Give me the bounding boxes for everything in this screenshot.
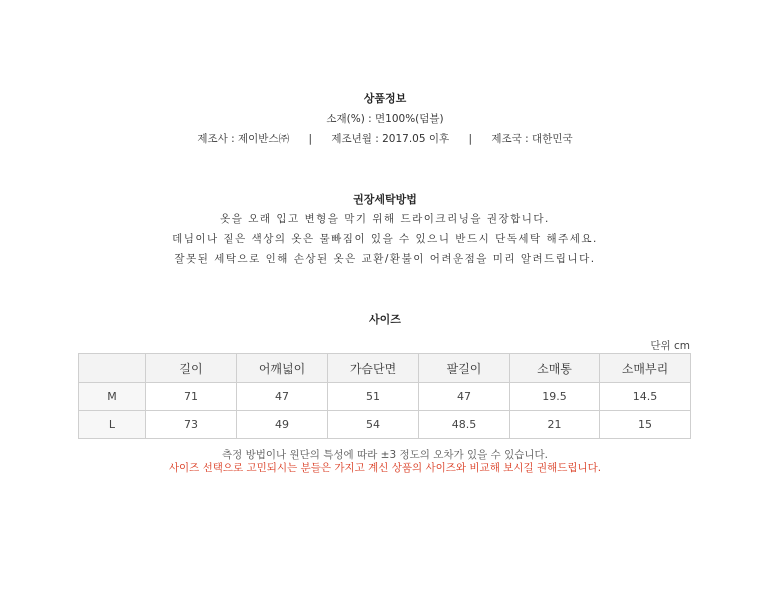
size-value-cell: 15 [600, 411, 691, 439]
size-label-cell: L [79, 411, 146, 439]
size-advice-note: 사이즈 선택으로 고민되시는 분들은 가지고 계신 상품의 사이즈와 비교해 보시길 권해드립니다. [168, 462, 602, 474]
size-header-cell: 소매부리 [600, 354, 691, 383]
size-header-cell: 소매통 [510, 354, 600, 383]
country-text: 제조국 : 대한민국 [491, 133, 573, 145]
size-header-cell: 어깨넓이 [237, 354, 328, 383]
size-value-cell: 47 [419, 383, 510, 411]
divider: | [308, 133, 312, 145]
measurement-note: 측정 방법이나 원단의 특성에 따라 ±3 정도의 오차가 있을 수 있습니다. [221, 449, 549, 461]
size-value-cell: 14.5 [600, 383, 691, 411]
washing-title: 권장세탁방법 [353, 193, 417, 206]
table-row [79, 383, 691, 411]
washing-line: 옷을 오래 입고 변형을 막기 위해 드라이크리닝을 권장합니다. [220, 213, 550, 225]
size-value-cell: 21 [510, 411, 600, 439]
size-label-cell: M [79, 383, 146, 411]
size-value-cell: 71 [146, 383, 237, 411]
size-unit: 단위 cm [650, 340, 690, 352]
manufacture-date-text: 제조년월 : 2017.05 이후 [331, 133, 450, 145]
size-header-cell: 가슴단면 [328, 354, 419, 383]
size-header-cell: 팔길이 [419, 354, 510, 383]
size-value-cell: 48.5 [419, 411, 510, 439]
size-value-cell: 19.5 [510, 383, 600, 411]
product-info-title: 상품정보 [363, 92, 407, 105]
size-value-cell: 73 [146, 411, 237, 439]
size-table-header [79, 354, 691, 383]
washing-line: 데님이나 짙은 색상의 옷은 물빠짐이 있을 수 있으니 반드시 단독세탁 해주세요. [172, 233, 598, 245]
manufacturer-text: 제조사 : 제이반스㈜ [197, 133, 290, 145]
size-header-cell: 길이 [146, 354, 237, 383]
maker-info-row [0, 131, 770, 146]
divider: | [468, 133, 473, 145]
washing-line: 잘못된 세탁으로 인해 손상된 옷은 교환/환불이 어려운점을 미리 알려드립니다. [174, 253, 596, 265]
size-table [78, 353, 691, 439]
size-value-cell: 49 [237, 411, 328, 439]
material-text: 소재(%) : 면100%(덤블) [326, 113, 444, 125]
table-row [79, 411, 691, 439]
size-value-cell: 54 [328, 411, 419, 439]
size-value-cell: 51 [328, 383, 419, 411]
size-title: 사이즈 [369, 313, 401, 326]
size-value-cell: 47 [237, 383, 328, 411]
size-header-cell [79, 354, 146, 383]
